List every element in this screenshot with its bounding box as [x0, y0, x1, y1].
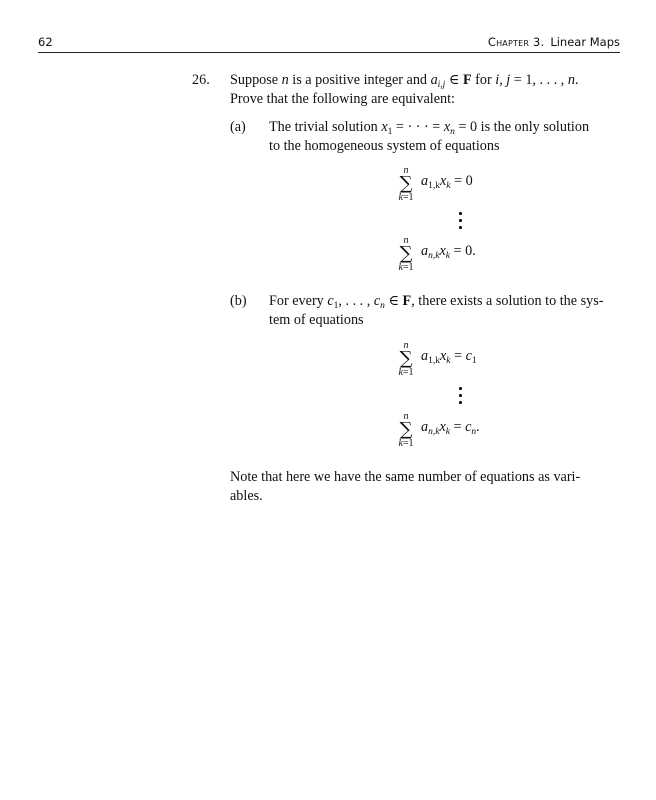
page-number: 62: [38, 35, 53, 49]
exercise-note: Note that here we have the same number of equations as vari- ables.: [230, 469, 581, 504]
exercise-number: 26.: [192, 72, 210, 88]
summation-symbol: n ∑ k=1: [398, 340, 414, 378]
equation-b-1: n ∑ k=1 $a_{1,k}x_k = c_1$: [192, 341, 622, 381]
summation-symbol: n ∑ k=1: [398, 235, 414, 273]
statement-line-2: Prove that the following are equivalent:: [230, 91, 455, 107]
part-b-text: For every $c_1$, . . . , $c_n$ ∈ F, there exists a solution to the sys- tem of equations: [269, 293, 604, 328]
vertical-dots-icon: [458, 212, 464, 230]
summation-symbol: n ∑ k=1: [398, 411, 414, 449]
equation-a-n: n ∑ k=1 $a_{n,k}x_k = 0$.: [192, 236, 622, 276]
exercise-statement: [230, 71, 622, 109]
part-b-label: (b): [230, 293, 247, 309]
vertical-dots-icon: [458, 387, 464, 405]
running-header: [38, 36, 620, 53]
chapter-label: Chapter 3.: [487, 35, 545, 49]
running-head: [488, 36, 620, 49]
summation-symbol: n ∑ k=1: [398, 165, 414, 203]
equation-a-1: n ∑ k=1 $a_{1,k}x_k = 0$: [192, 166, 622, 206]
statement-line-1: Suppose n is a positive integer and $a_{i,j}$ ∈ F for i, j = 1, . . . , n.: [230, 72, 579, 90]
part-a-label: (a): [230, 119, 246, 135]
part-a-text: The trivial solution $x_1$ = · · · = $x_n = 0$ is the only solution to the homogeneous system of equations: [269, 119, 590, 154]
equation-b-n: n ∑ k=1 $a_{n,k}x_k = c_n$.: [192, 412, 622, 452]
chapter-title: Linear Maps: [550, 35, 620, 49]
